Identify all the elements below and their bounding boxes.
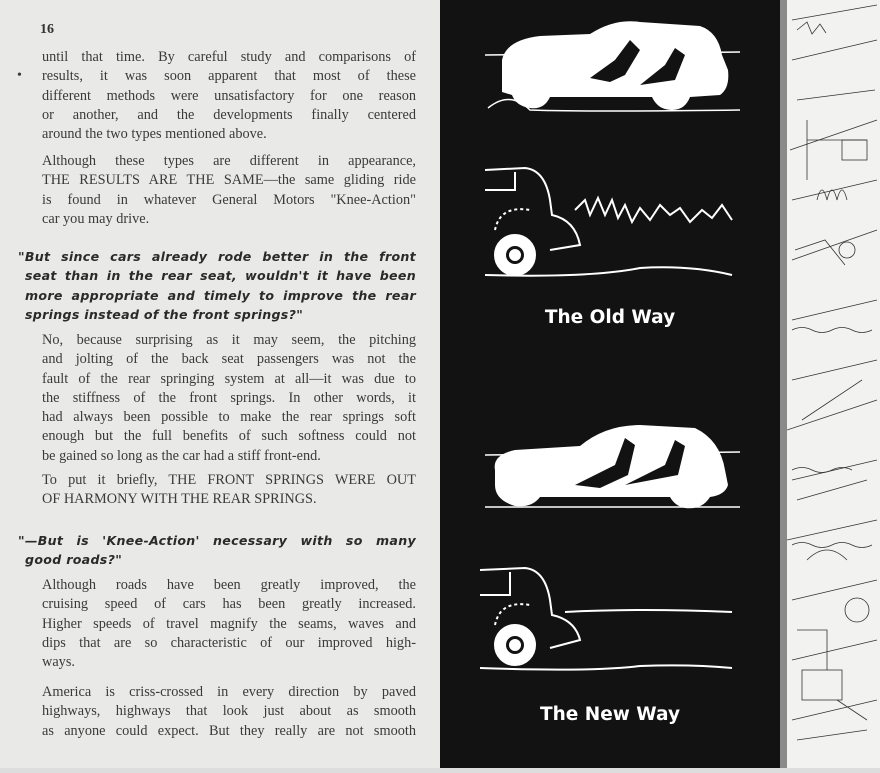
text-line: around the two types mentioned above. bbox=[42, 126, 267, 143]
text-line: is found in whatever General Motors "Knee-Action" bbox=[42, 191, 416, 208]
text-line: cruising speed of cars has been greatly increased. bbox=[42, 596, 416, 613]
text-line: good roads?" bbox=[25, 552, 123, 568]
text-line: enough but the full benefits of such softness could not bbox=[42, 428, 416, 445]
text-line: different methods were unsatisfactory for one reason bbox=[42, 87, 416, 104]
new-way-car-front-smooth-icon bbox=[480, 568, 732, 670]
text-line: car you may drive. bbox=[42, 210, 150, 227]
text-line: fault of the rear springing system at all—it was due to bbox=[42, 370, 416, 387]
illustration-panel bbox=[440, 0, 780, 768]
text-line: dips that are so characteristic of our improved high- bbox=[42, 634, 416, 651]
text-line: be gained so long as the car had a stiff front-end. bbox=[42, 447, 321, 464]
text-line: had always been possible to make the rear springs soft bbox=[42, 409, 416, 426]
text-line: THE RESULTS ARE THE SAME—the same gliding ride bbox=[42, 172, 416, 189]
text-line: highways, highways that look just about as smooth bbox=[42, 703, 416, 720]
text-line: OF HARMONY WITH THE REAR SPRINGS. bbox=[42, 491, 317, 508]
paragraph bbox=[42, 576, 416, 672]
text-line: ways. bbox=[42, 654, 75, 671]
paragraph bbox=[42, 471, 416, 510]
caption-old-way: The Old Way bbox=[544, 307, 676, 328]
paragraph bbox=[42, 331, 416, 466]
text-line: America is criss-crossed in every direction by paved bbox=[42, 684, 416, 700]
text-line: more appropriate and timely to improve the rear bbox=[25, 287, 416, 303]
old-way-car-side-icon bbox=[485, 21, 740, 111]
text-line: "—But is 'Knee-Action' necessary with so many bbox=[18, 533, 416, 548]
text-line: No, because surprising as it may seem, the pitching bbox=[42, 332, 416, 348]
engineering-sketch-strip bbox=[787, 0, 880, 768]
caption-new-way: The New Way bbox=[539, 704, 681, 725]
margin-dot: • bbox=[17, 68, 22, 83]
text-line: as anyone could expect. But they really are not smooth bbox=[42, 722, 416, 739]
question-heading bbox=[18, 531, 416, 570]
paragraph bbox=[42, 48, 416, 144]
text-line: until that time. By careful study and comparisons of bbox=[42, 49, 416, 65]
text-line: springs instead of the front springs?" bbox=[25, 306, 304, 322]
paragraph bbox=[42, 152, 416, 229]
paragraph bbox=[42, 683, 416, 741]
text-line: results, it was soon apparent that most of these bbox=[42, 68, 416, 85]
text-line: Higher speeds of travel magnify the seams, waves and bbox=[42, 615, 416, 632]
text-line: seat than in the rear seat, wouldn't it have been bbox=[25, 268, 416, 284]
handwritten-calculations-image bbox=[787, 0, 880, 768]
question-heading bbox=[18, 247, 416, 324]
car-illustrations bbox=[440, 0, 780, 768]
text-line: the stiffness of the front springs. In other words, it bbox=[42, 389, 416, 406]
text-line: "But since cars already rode better in the front bbox=[18, 249, 416, 264]
text-line: or another, and the developments finally centered bbox=[42, 106, 416, 123]
text-line: and jolting of the back seat passengers was not the bbox=[42, 351, 416, 368]
text-line: Although roads have been greatly improved, the bbox=[42, 577, 416, 593]
text-line: Although these types are different in appearance, bbox=[42, 153, 416, 169]
left-page bbox=[0, 0, 440, 768]
old-way-car-front-bouncing-icon bbox=[485, 168, 732, 276]
new-way-car-side-icon bbox=[485, 425, 740, 508]
page-gutter bbox=[780, 0, 787, 768]
page-number: 16 bbox=[40, 22, 54, 37]
text-line: To put it briefly, THE FRONT SPRINGS WERE OUT bbox=[42, 472, 416, 488]
